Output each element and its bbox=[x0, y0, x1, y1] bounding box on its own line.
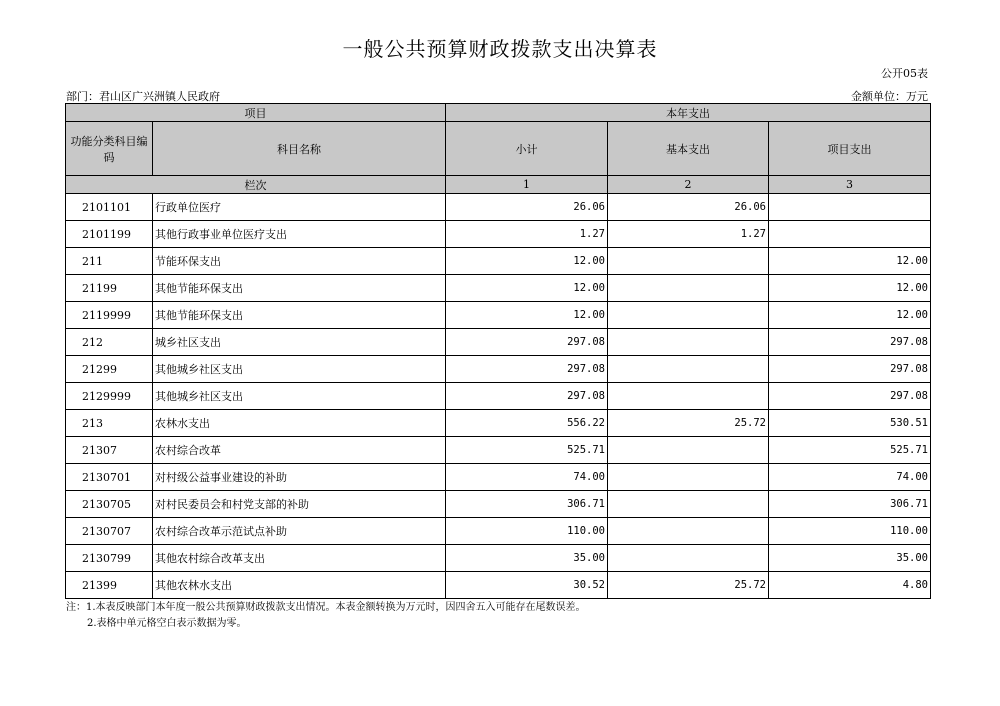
cell-name: 其他城乡社区支出 bbox=[153, 383, 446, 410]
header-project: 项目 bbox=[66, 104, 446, 122]
cell-name: 其他节能环保支出 bbox=[153, 275, 446, 302]
cell-code: 2119999 bbox=[66, 302, 153, 329]
cell-subtotal: 306.71 bbox=[446, 491, 608, 518]
cell-code: 212 bbox=[66, 329, 153, 356]
table-row bbox=[66, 572, 931, 599]
cell-name: 行政单位医疗 bbox=[153, 194, 446, 221]
cell-basic bbox=[608, 437, 769, 464]
cell-basic bbox=[608, 275, 769, 302]
table-row bbox=[66, 275, 931, 302]
cell-code: 21199 bbox=[66, 275, 153, 302]
cell-basic bbox=[608, 383, 769, 410]
cell-subtotal: 1.27 bbox=[446, 221, 608, 248]
cell-code: 2129999 bbox=[66, 383, 153, 410]
cell-project: 74.00 bbox=[769, 464, 931, 491]
cell-name: 农村综合改革 bbox=[153, 437, 446, 464]
table-row bbox=[66, 221, 931, 248]
cell-code: 2101101 bbox=[66, 194, 153, 221]
cell-name: 其他城乡社区支出 bbox=[153, 356, 446, 383]
header-subtotal: 小计 bbox=[446, 122, 608, 176]
header-col3: 3 bbox=[769, 176, 931, 194]
cell-project: 110.00 bbox=[769, 518, 931, 545]
cell-name: 其他节能环保支出 bbox=[153, 302, 446, 329]
cell-basic bbox=[608, 329, 769, 356]
cell-subtotal: 12.00 bbox=[446, 248, 608, 275]
cell-project: 297.08 bbox=[769, 356, 931, 383]
cell-project: 12.00 bbox=[769, 275, 931, 302]
cell-basic: 25.72 bbox=[608, 410, 769, 437]
table-row bbox=[66, 410, 931, 437]
cell-code: 2130707 bbox=[66, 518, 153, 545]
cell-project: 297.08 bbox=[769, 329, 931, 356]
cell-subtotal: 297.08 bbox=[446, 383, 608, 410]
cell-name: 节能环保支出 bbox=[153, 248, 446, 275]
cell-basic bbox=[608, 248, 769, 275]
cell-name: 对村级公益事业建设的补助 bbox=[153, 464, 446, 491]
unit-label: 金额单位：万元 bbox=[851, 90, 928, 103]
table-row bbox=[66, 545, 931, 572]
expenditure-table bbox=[65, 103, 931, 599]
table-row bbox=[66, 194, 931, 221]
cell-project: 12.00 bbox=[769, 248, 931, 275]
table-row bbox=[66, 518, 931, 545]
cell-basic: 25.72 bbox=[608, 572, 769, 599]
cell-project: 12.00 bbox=[769, 302, 931, 329]
cell-name: 农林水支出 bbox=[153, 410, 446, 437]
cell-basic bbox=[608, 464, 769, 491]
cell-name: 城乡社区支出 bbox=[153, 329, 446, 356]
table-row bbox=[66, 329, 931, 356]
cell-project: 525.71 bbox=[769, 437, 931, 464]
table-row bbox=[66, 302, 931, 329]
department-label: 部门：君山区广兴洲镇人民政府 bbox=[66, 90, 220, 103]
cell-subtotal: 525.71 bbox=[446, 437, 608, 464]
cell-name: 其他农林水支出 bbox=[153, 572, 446, 599]
note-line-2: 2.表格中单元格空白表示数据为零。 bbox=[87, 618, 247, 629]
cell-project: 35.00 bbox=[769, 545, 931, 572]
cell-subtotal: 297.08 bbox=[446, 329, 608, 356]
header-basic: 基本支出 bbox=[608, 122, 769, 176]
table-row bbox=[66, 464, 931, 491]
cell-code: 2130701 bbox=[66, 464, 153, 491]
form-code: 公开05表 bbox=[881, 67, 928, 80]
cell-subtotal: 74.00 bbox=[446, 464, 608, 491]
cell-basic bbox=[608, 518, 769, 545]
cell-basic: 26.06 bbox=[608, 194, 769, 221]
cell-project: 297.08 bbox=[769, 383, 931, 410]
cell-subtotal: 12.00 bbox=[446, 302, 608, 329]
table-row bbox=[66, 248, 931, 275]
cell-project: 530.51 bbox=[769, 410, 931, 437]
cell-name: 其他农村综合改革支出 bbox=[153, 545, 446, 572]
cell-code: 2101199 bbox=[66, 221, 153, 248]
cell-name: 对村民委员会和村党支部的补助 bbox=[153, 491, 446, 518]
cell-subtotal: 30.52 bbox=[446, 572, 608, 599]
page-title: 一般公共预算财政拨款支出决算表 bbox=[342, 37, 658, 61]
cell-basic: 1.27 bbox=[608, 221, 769, 248]
header-col2: 2 bbox=[608, 176, 769, 194]
header-project-expense: 项目支出 bbox=[769, 122, 931, 176]
header-subject-name: 科目名称 bbox=[153, 122, 446, 176]
cell-code: 211 bbox=[66, 248, 153, 275]
table-row bbox=[66, 491, 931, 518]
cell-code: 21299 bbox=[66, 356, 153, 383]
cell-project: 4.80 bbox=[769, 572, 931, 599]
cell-project bbox=[769, 221, 931, 248]
notes bbox=[66, 600, 586, 632]
header-func-code: 功能分类科目编码 bbox=[66, 122, 153, 176]
cell-name: 其他行政事业单位医疗支出 bbox=[153, 221, 446, 248]
cell-subtotal: 26.06 bbox=[446, 194, 608, 221]
cell-basic bbox=[608, 302, 769, 329]
cell-basic bbox=[608, 545, 769, 572]
table-row bbox=[66, 383, 931, 410]
cell-name: 农村综合改革示范试点补助 bbox=[153, 518, 446, 545]
cell-code: 2130705 bbox=[66, 491, 153, 518]
cell-subtotal: 297.08 bbox=[446, 356, 608, 383]
cell-project bbox=[769, 194, 931, 221]
note-line-1: 注：1.本表反映部门本年度一般公共预算财政拨款支出情况。本表金额转换为万元时，因四舍五入可能存在尾数误差。 bbox=[66, 602, 586, 613]
cell-code: 2130799 bbox=[66, 545, 153, 572]
table-row bbox=[66, 437, 931, 464]
cell-subtotal: 35.00 bbox=[446, 545, 608, 572]
cell-project: 306.71 bbox=[769, 491, 931, 518]
cell-code: 21399 bbox=[66, 572, 153, 599]
cell-code: 21307 bbox=[66, 437, 153, 464]
cell-code: 213 bbox=[66, 410, 153, 437]
header-column-index: 栏次 bbox=[66, 176, 446, 194]
header-current-year: 本年支出 bbox=[446, 104, 931, 122]
cell-subtotal: 110.00 bbox=[446, 518, 608, 545]
cell-basic bbox=[608, 491, 769, 518]
header-col1: 1 bbox=[446, 176, 608, 194]
cell-basic bbox=[608, 356, 769, 383]
table-row bbox=[66, 356, 931, 383]
cell-subtotal: 12.00 bbox=[446, 275, 608, 302]
cell-subtotal: 556.22 bbox=[446, 410, 608, 437]
